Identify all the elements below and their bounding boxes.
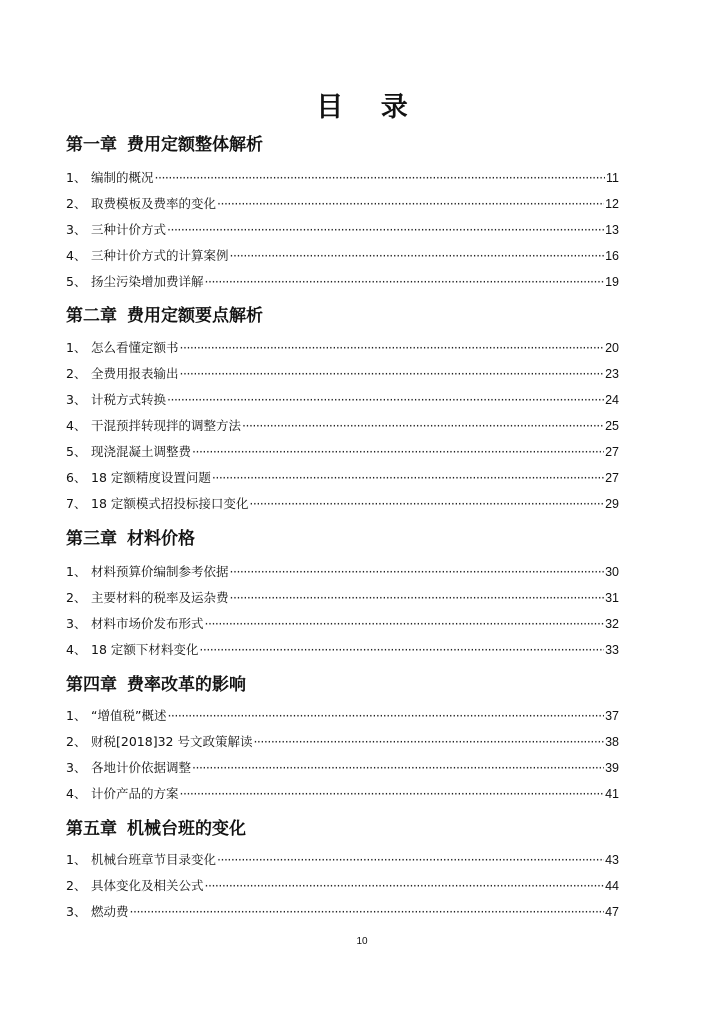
toc-entry[interactable] bbox=[66, 903, 619, 921]
toc-entry[interactable] bbox=[66, 339, 619, 357]
entry-title: 计价产品的方案 bbox=[91, 786, 179, 801]
entry-index: 2、 bbox=[66, 366, 87, 381]
entry-page: 32 bbox=[605, 617, 619, 631]
toc-entry[interactable] bbox=[66, 169, 619, 187]
dot-leader bbox=[205, 615, 605, 633]
toc-entry[interactable] bbox=[66, 589, 619, 607]
toc-entry[interactable] bbox=[66, 417, 619, 435]
toc-entry[interactable] bbox=[66, 759, 619, 777]
entry-index: 5、 bbox=[66, 274, 87, 289]
entry-page: 47 bbox=[605, 905, 619, 919]
dot-leader bbox=[180, 785, 605, 803]
toc-entry[interactable] bbox=[66, 365, 619, 383]
toc-entry[interactable] bbox=[66, 495, 619, 513]
toc-entry[interactable] bbox=[66, 247, 619, 265]
toc-entry[interactable] bbox=[66, 469, 619, 487]
entry-page: 37 bbox=[605, 709, 619, 723]
entry-index: 1、 bbox=[66, 852, 87, 867]
entry-index: 3、 bbox=[66, 616, 87, 631]
toc-entry[interactable] bbox=[66, 641, 619, 659]
entry-page: 38 bbox=[605, 735, 619, 749]
entry-index: 7、 bbox=[66, 496, 87, 511]
entry-title: 燃动费 bbox=[91, 904, 129, 919]
entry-page: 43 bbox=[605, 853, 619, 867]
toc-title: 目 录 bbox=[316, 92, 422, 123]
entry-title: 干混预拌转现拌的调整方法 bbox=[91, 418, 242, 433]
entry-index: 1、 bbox=[66, 564, 87, 579]
dot-leader bbox=[205, 877, 605, 895]
toc-entry[interactable] bbox=[66, 443, 619, 461]
toc-entry[interactable] bbox=[66, 707, 619, 725]
entry-index: 3、 bbox=[66, 392, 87, 407]
entry-title: “增值税”概述 bbox=[91, 708, 167, 723]
dot-leader bbox=[180, 365, 605, 383]
entry-page: 33 bbox=[605, 643, 619, 657]
dot-leader bbox=[249, 495, 604, 513]
entry-page: 39 bbox=[605, 761, 619, 775]
entry-index: 2、 bbox=[66, 196, 87, 211]
entry-title: 编制的概况 bbox=[91, 170, 154, 185]
entry-page: 12 bbox=[605, 197, 619, 211]
chapter-heading bbox=[66, 818, 246, 840]
chapter-number: 第一章 bbox=[66, 135, 117, 155]
entry-index: 2、 bbox=[66, 878, 87, 893]
entry-index: 1、 bbox=[66, 340, 87, 355]
dot-leader bbox=[199, 641, 604, 659]
entry-title: 全费用报表输出 bbox=[91, 366, 179, 381]
entry-page: 27 bbox=[605, 471, 619, 485]
entry-title: 具体变化及相关公式 bbox=[91, 878, 204, 893]
toc-entry[interactable] bbox=[66, 221, 619, 239]
entry-page: 11 bbox=[606, 171, 619, 185]
entry-page: 13 bbox=[605, 223, 619, 237]
entry-page: 29 bbox=[605, 497, 619, 511]
entry-index: 4、 bbox=[66, 418, 87, 433]
entry-page: 24 bbox=[605, 393, 619, 407]
toc-entry[interactable] bbox=[66, 785, 619, 803]
entry-title: 材料预算价编制参考依据 bbox=[91, 564, 229, 579]
chapter-title: 费用定额要点解析 bbox=[127, 306, 263, 326]
dot-leader bbox=[192, 443, 604, 461]
entry-page: 41 bbox=[605, 787, 619, 801]
chapter-number: 第五章 bbox=[66, 819, 117, 839]
entry-page: 20 bbox=[605, 341, 619, 355]
entry-title: 财税[2018]32 号文政策解读 bbox=[91, 734, 253, 749]
chapter-title: 费率改革的影响 bbox=[127, 675, 246, 695]
dot-leader bbox=[155, 169, 606, 187]
entry-page: 25 bbox=[605, 419, 619, 433]
entry-page: 44 bbox=[605, 879, 619, 893]
dot-leader bbox=[167, 707, 604, 725]
dot-leader bbox=[230, 247, 605, 265]
entry-index: 3、 bbox=[66, 904, 87, 919]
chapter-title: 费用定额整体解析 bbox=[127, 135, 263, 155]
dot-leader bbox=[180, 339, 605, 357]
chapter-heading bbox=[66, 134, 263, 156]
toc-entry[interactable] bbox=[66, 273, 619, 291]
dot-leader bbox=[167, 221, 604, 239]
chapter-heading bbox=[66, 305, 263, 327]
entry-page: 19 bbox=[605, 275, 619, 289]
entry-index: 3、 bbox=[66, 222, 87, 237]
entry-page: 27 bbox=[605, 445, 619, 459]
entry-index: 2、 bbox=[66, 734, 87, 749]
entry-index: 4、 bbox=[66, 786, 87, 801]
chapter-title: 机械台班的变化 bbox=[127, 819, 246, 839]
dot-leader bbox=[230, 589, 605, 607]
dot-leader bbox=[192, 759, 604, 777]
dot-leader bbox=[205, 273, 605, 291]
chapter-number: 第三章 bbox=[66, 529, 117, 549]
entry-title: 主要材料的税率及运杂费 bbox=[91, 590, 229, 605]
entry-page: 16 bbox=[605, 249, 619, 263]
entry-page: 30 bbox=[605, 565, 619, 579]
entry-title: 机械台班章节目录变化 bbox=[91, 852, 217, 867]
dot-leader bbox=[230, 563, 605, 581]
entry-title: 18 定额下材料变化 bbox=[91, 642, 199, 657]
entry-index: 1、 bbox=[66, 708, 87, 723]
entry-title: 计税方式转换 bbox=[91, 392, 167, 407]
chapter-number: 第二章 bbox=[66, 306, 117, 326]
dot-leader bbox=[167, 391, 604, 409]
chapter-number: 第四章 bbox=[66, 675, 117, 695]
toc-entry[interactable] bbox=[66, 877, 619, 895]
dot-leader bbox=[217, 851, 604, 869]
dot-leader bbox=[130, 903, 605, 921]
entry-title: 三种计价方式的计算案例 bbox=[91, 248, 229, 263]
dot-leader bbox=[253, 733, 604, 751]
page-number: 10 bbox=[356, 936, 368, 947]
toc-entry[interactable] bbox=[66, 733, 619, 751]
entry-title: 取费模板及费率的变化 bbox=[91, 196, 217, 211]
dot-leader bbox=[242, 417, 604, 435]
chapter-heading bbox=[66, 674, 246, 696]
entry-index: 3、 bbox=[66, 760, 87, 775]
dot-leader bbox=[217, 195, 604, 213]
entry-title: 怎么看懂定额书 bbox=[91, 340, 179, 355]
entry-title: 扬尘污染增加费详解 bbox=[91, 274, 204, 289]
entry-title: 现浇混凝土调整费 bbox=[91, 444, 192, 459]
entry-index: 4、 bbox=[66, 248, 87, 263]
entry-page: 31 bbox=[605, 591, 619, 605]
entry-title: 18 定额精度设置问题 bbox=[91, 470, 211, 485]
dot-leader bbox=[212, 469, 604, 487]
chapter-title: 材料价格 bbox=[127, 529, 195, 549]
entry-page: 23 bbox=[605, 367, 619, 381]
toc-entry[interactable] bbox=[66, 563, 619, 581]
entry-index: 5、 bbox=[66, 444, 87, 459]
entry-title: 各地计价依据调整 bbox=[91, 760, 192, 775]
entry-title: 三种计价方式 bbox=[91, 222, 167, 237]
toc-entry[interactable] bbox=[66, 391, 619, 409]
chapter-heading bbox=[66, 528, 195, 550]
entry-index: 6、 bbox=[66, 470, 87, 485]
entry-index: 4、 bbox=[66, 642, 87, 657]
toc-entry[interactable] bbox=[66, 615, 619, 633]
toc-entry[interactable] bbox=[66, 195, 619, 213]
entry-index: 2、 bbox=[66, 590, 87, 605]
toc-entry[interactable] bbox=[66, 851, 619, 869]
entry-index: 1、 bbox=[66, 170, 87, 185]
entry-title: 18 定额模式招投标接口变化 bbox=[91, 496, 249, 511]
entry-title: 材料市场价发布形式 bbox=[91, 616, 204, 631]
